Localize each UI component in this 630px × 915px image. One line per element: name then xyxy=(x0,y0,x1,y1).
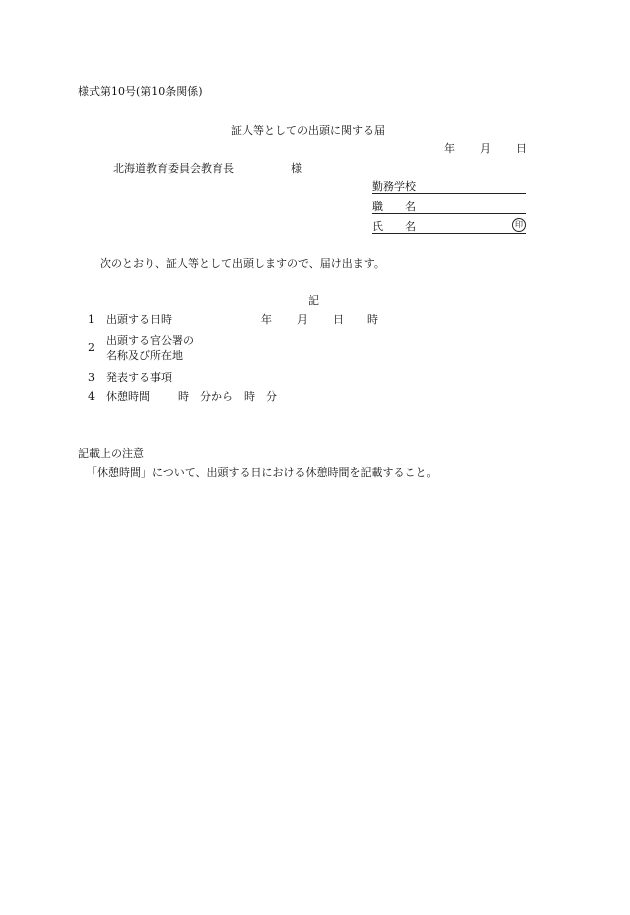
notes-heading: 記載上の注意 xyxy=(78,447,144,460)
item-1-month-label: 月 xyxy=(297,313,308,326)
position-underline xyxy=(372,213,526,214)
document-title: 証人等としての出頭に関する届 xyxy=(231,124,385,137)
item-4-time-range: 時 分から 時 分 xyxy=(178,390,277,403)
item-2-number: 2 xyxy=(88,341,95,354)
item-1-year-label: 年 xyxy=(261,313,272,326)
ki-label: 記 xyxy=(308,294,319,307)
item-1-day-label: 日 xyxy=(333,313,344,326)
form-number: 様式第10号(第10条関係) xyxy=(78,85,203,98)
item-1-hour-label: 時 xyxy=(367,313,378,326)
date-month-label: 月 xyxy=(480,142,491,155)
seal-mark: 印 xyxy=(512,218,526,232)
item-4-number: 4 xyxy=(88,390,95,403)
item-1-number: 1 xyxy=(88,313,95,326)
school-label: 勤務学校 xyxy=(372,180,416,193)
notes-text: 「休憩時間」について、出頭する日における休憩時間を記載すること。 xyxy=(86,466,438,479)
addressee-honorific: 様 xyxy=(291,162,302,175)
position-label: 職 名 xyxy=(372,200,416,213)
name-underline xyxy=(372,233,526,234)
statement-text: 次のとおり、証人等として出頭しますので、届け出ます。 xyxy=(100,257,385,270)
addressee-name: 北海道教育委員会教育長 xyxy=(113,162,234,175)
item-1-label: 出頭する日時 xyxy=(106,313,172,326)
date-day-label: 日 xyxy=(516,142,527,155)
item-2-label-line-2: 名称及び所在地 xyxy=(106,349,183,362)
item-2-label-line-1: 出頭する官公署の xyxy=(106,334,194,347)
item-4-label: 休憩時間 xyxy=(106,390,150,403)
date-year-label: 年 xyxy=(444,142,455,155)
school-underline xyxy=(372,193,526,194)
item-3-number: 3 xyxy=(88,371,95,384)
item-3-label: 発表する事項 xyxy=(106,371,172,384)
name-label: 氏 名 xyxy=(372,220,416,233)
